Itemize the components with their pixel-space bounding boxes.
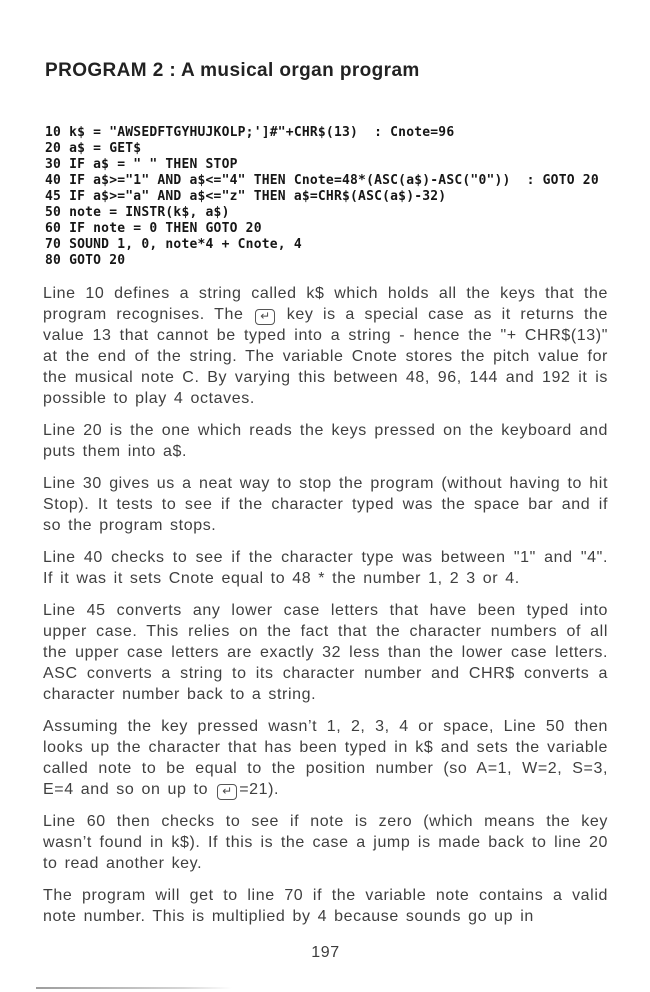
paragraph-line-50 bbox=[43, 716, 608, 800]
code-line-10: 10 k$ = "AWSEDFTGYHUJKOLP;']#"+CHR$(13) : Cnote=96 bbox=[45, 125, 455, 140]
page-content bbox=[43, 60, 608, 962]
paragraph-text: Line 10 defines a string called k$ which holds all the keys that the program recognises. The bbox=[43, 285, 608, 323]
paragraph-line-30 bbox=[43, 473, 608, 536]
paragraph-line-20 bbox=[43, 420, 608, 462]
paragraph-line-70 bbox=[43, 885, 608, 927]
code-line-80: 80 GOTO 20 bbox=[45, 253, 126, 268]
code-line-60: 60 IF note = 0 THEN GOTO 20 bbox=[45, 221, 262, 236]
page-number: 197 bbox=[311, 944, 340, 961]
paragraph-text: Line 20 is the one which reads the keys pressed on the keyboard and puts them into a$. bbox=[43, 422, 608, 460]
code-line-45: 45 IF a$>="a" AND a$<="z" THEN a$=CHR$(ASC(a$)-32) bbox=[45, 189, 447, 204]
paragraph-line-40 bbox=[43, 547, 608, 589]
code-listing bbox=[45, 125, 608, 269]
paragraph-line-10 bbox=[43, 283, 608, 409]
paragraph-text: The program will get to line 70 if the variable note contains a valid note number. This is multiplied by 4 because sounds go up in bbox=[43, 887, 608, 925]
paragraph-text: Line 60 then checks to see if note is zero (which means the key wasn’t found in k$). If this is the case a jump is made back to line 20 to read another key. bbox=[43, 813, 608, 872]
page-title: PROGRAM 2 : A musical organ program bbox=[45, 60, 420, 81]
paragraph-text: key is a special case as it returns the value 13 that cannot be typed into a string - hence the "+ CHR$(13)" at the end of the string. The variable Cnote stores the pitch value for the musical note C. By varying this between 48, 96, 144 and 192 it is possible to play 4 octaves. bbox=[43, 306, 608, 407]
code-line-20: 20 a$ = GET$ bbox=[45, 141, 142, 156]
paragraph-text: =21). bbox=[239, 781, 280, 798]
paragraph-text: Line 45 converts any lower case letters that have been typed into upper case. This relies on the fact that the character numbers of all the upper case letters are exactly 32 less than the lower case letters. ASC converts a string to its character number and CHR$ converts a character number back to a string. bbox=[43, 602, 608, 703]
paragraph-text: Line 40 checks to see if the character type was between "1" and "4". If it was it sets Cnote equal to 48 * the number 1, 2 3 or 4. bbox=[43, 549, 608, 587]
code-line-30: 30 IF a$ = " " THEN STOP bbox=[45, 157, 238, 172]
code-line-70: 70 SOUND 1, 0, note*4 + Cnote, 4 bbox=[45, 237, 302, 252]
return-key-icon: ↵ bbox=[217, 784, 237, 800]
return-key-icon: ↵ bbox=[255, 309, 275, 325]
scan-artifact-line bbox=[36, 987, 232, 989]
body-paragraphs bbox=[43, 283, 608, 927]
paragraph-line-45 bbox=[43, 600, 608, 705]
code-line-50: 50 note = INSTR(k$, a$) bbox=[45, 205, 230, 220]
paragraph-line-60 bbox=[43, 811, 608, 874]
paragraph-text: Assuming the key pressed wasn’t 1, 2, 3, 4 or space, Line 50 then looks up the character that has been typed in k$ and sets the variable called note to be equal to the position number (so A=1, W=2, S=3, E=4 and so on up to bbox=[43, 718, 608, 798]
paragraph-text: Line 30 gives us a neat way to stop the program (without having to hit Stop). It tests to see if the character typed was the space bar and if so the program stops. bbox=[43, 475, 608, 534]
code-line-40: 40 IF a$>="1" AND a$<="4" THEN Cnote=48*(ASC(a$)-ASC("0")) : GOTO 20 bbox=[45, 173, 599, 188]
